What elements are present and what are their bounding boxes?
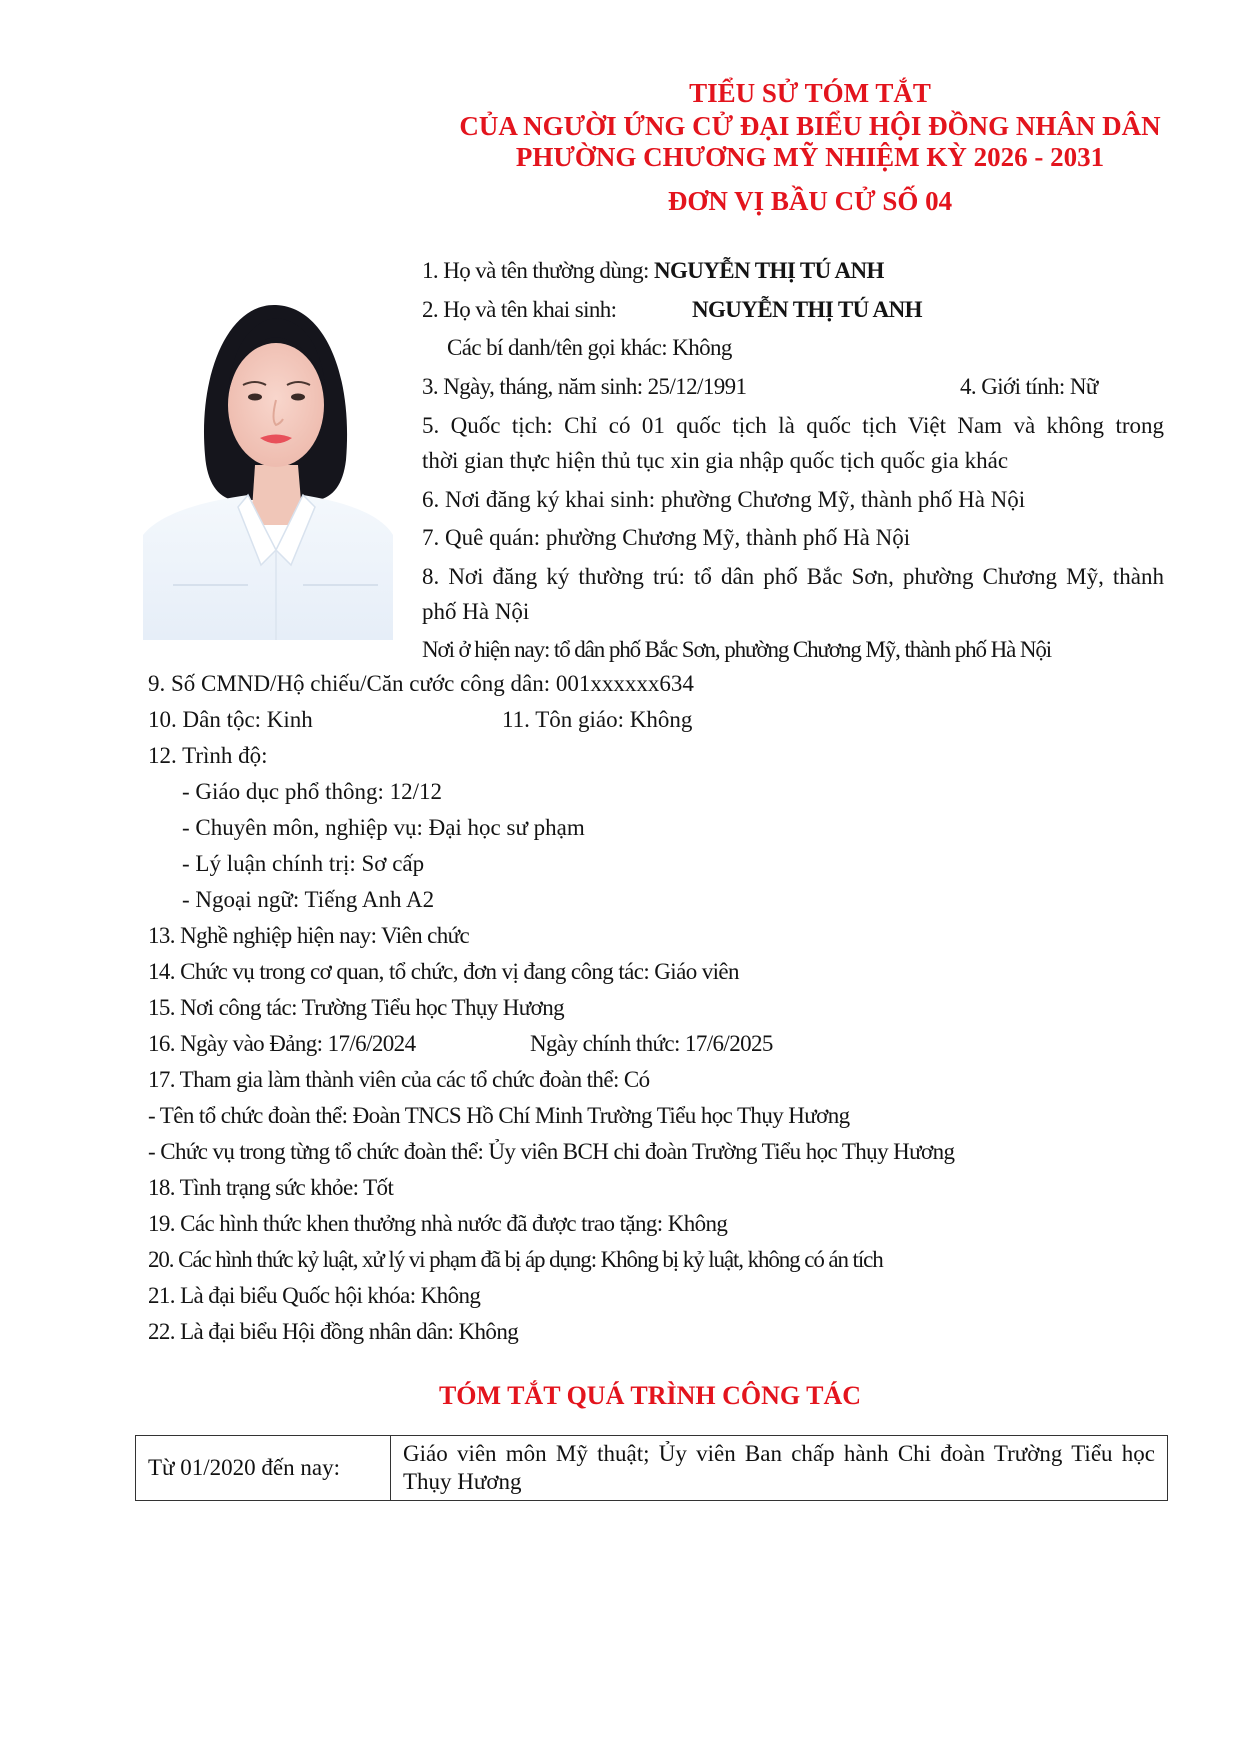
field-education-professional: - Chuyên môn, nghiệp vụ: Đại học sư phạm [182, 815, 585, 840]
work-period: Từ 01/2020 đến nay: [136, 1436, 391, 1501]
field-hometown: 7. Quê quán: phường Chương Mỹ, thành phố Hà Nội [422, 525, 911, 550]
field-alias: Các bí danh/tên gọi khác: Không [447, 335, 732, 360]
work-history-table [135, 1435, 1168, 1501]
work-history-title: TÓM TẮT QUÁ TRÌNH CÔNG TÁC [438, 1381, 862, 1410]
field-organizations: 17. Tham gia làm thành viên của các tổ chức đoàn thể: Có [148, 1067, 650, 1092]
field-dob: 3. Ngày, tháng, năm sinh: 25/12/1991 [422, 374, 747, 399]
field-religion: 11. Tôn giáo: Không [502, 707, 693, 732]
field-birth-registration: 6. Nơi đăng ký khai sinh: phường Chương Mỹ, thành phố Hà Nội [422, 487, 1026, 512]
field-education-heading: 12. Trình độ: [148, 743, 268, 768]
field-common-name [422, 256, 884, 286]
doc-title: TIỂU SỬ TÓM TẮT [689, 78, 931, 108]
field-ethnicity: 10. Dân tộc: Kinh [148, 707, 313, 732]
field-education-language: - Ngoại ngữ: Tiếng Anh A2 [182, 887, 435, 912]
field-id-number: 9. Số CMND/Hộ chiếu/Căn cước công dân: 001xxxxxx634 [148, 671, 694, 696]
field-organization-name: - Tên tổ chức đoàn thể: Đoàn TNCS Hồ Chí Minh Trường Tiểu học Thụy Hương [148, 1103, 850, 1128]
field-party-join-date: 16. Ngày vào Đảng: 17/6/2024 [148, 1031, 416, 1056]
field-organization-position: - Chức vụ trong từng tổ chức đoàn thể: Ủy viên BCH chi đoàn Trường Tiểu học Thụy Hương [148, 1139, 955, 1164]
field-discipline: 20. Các hình thức kỷ luật, xử lý vi phạm đã bị áp dụng: Không bị kỷ luật, không có án tích [148, 1247, 883, 1272]
field-workplace: 15. Nơi công tác: Trường Tiểu học Thụy Hương [148, 995, 565, 1020]
candidate-photo [143, 285, 393, 640]
portrait-image [143, 285, 393, 640]
field-current-residence: Nơi ở hiện nay: tổ dân phố Bắc Sơn, phường Chương Mỹ, thành phố Hà Nội [422, 637, 1052, 662]
doc-subtitle-2: PHƯỜNG CHƯƠNG MỸ NHIỆM KỲ 2026 - 2031 [515, 142, 1105, 172]
field-national-assembly: 21. Là đại biểu Quốc hội khóa: Không [148, 1283, 481, 1308]
electoral-unit: ĐƠN VỊ BẦU CỬ SỐ 04 [667, 186, 953, 216]
field-position: 14. Chức vụ trong cơ quan, tổ chức, đơn vị đang công tác: Giáo viên [148, 959, 739, 984]
field-occupation: 13. Nghề nghiệp hiện nay: Viên chức [148, 923, 470, 948]
field-education-general: - Giáo dục phổ thông: 12/12 [182, 779, 442, 804]
field-peoples-council: 22. Là đại biểu Hội đồng nhân dân: Không [148, 1319, 519, 1344]
field-permanent-residence-line2: phố Hà Nội [422, 599, 530, 624]
field-awards: 19. Các hình thức khen thưởng nhà nước đã được trao tặng: Không [148, 1211, 728, 1236]
field-label: 1. Họ và tên thường dùng: [422, 258, 654, 283]
field-nationality-line1: 5. Quốc tịch: Chỉ có 01 quốc tịch là quốc tịch Việt Nam và không trong [422, 413, 1164, 438]
field-birth-name-value: NGUYỄN THỊ TÚ ANH [692, 297, 922, 322]
table-row [136, 1436, 1168, 1501]
field-gender: 4. Giới tính: Nữ [960, 374, 1098, 399]
work-description: Giáo viên môn Mỹ thuật; Ủy viên Ban chấp hành Chi đoàn Trường Tiểu học Thụy Hương [391, 1436, 1168, 1501]
field-permanent-residence-line1: 8. Nơi đăng ký thường trú: tổ dân phố Bắc Sơn, phường Chương Mỹ, thành [422, 564, 1164, 589]
field-nationality-line2: thời gian thực hiện thủ tục xin gia nhập quốc tịch quốc gia khác [422, 448, 1009, 473]
field-education-political: - Lý luận chính trị: Sơ cấp [182, 851, 425, 876]
field-health: 18. Tình trạng sức khỏe: Tốt [148, 1175, 394, 1200]
doc-subtitle-1: CỦA NGƯỜI ỨNG CỬ ĐẠI BIỂU HỘI ĐỒNG NHÂN DÂN [459, 111, 1161, 141]
field-party-official-date: Ngày chính thức: 17/6/2025 [530, 1031, 773, 1056]
field-birth-name-label: 2. Họ và tên khai sinh: [422, 297, 617, 322]
candidate-name: NGUYỄN THỊ TÚ ANH [653, 258, 884, 283]
